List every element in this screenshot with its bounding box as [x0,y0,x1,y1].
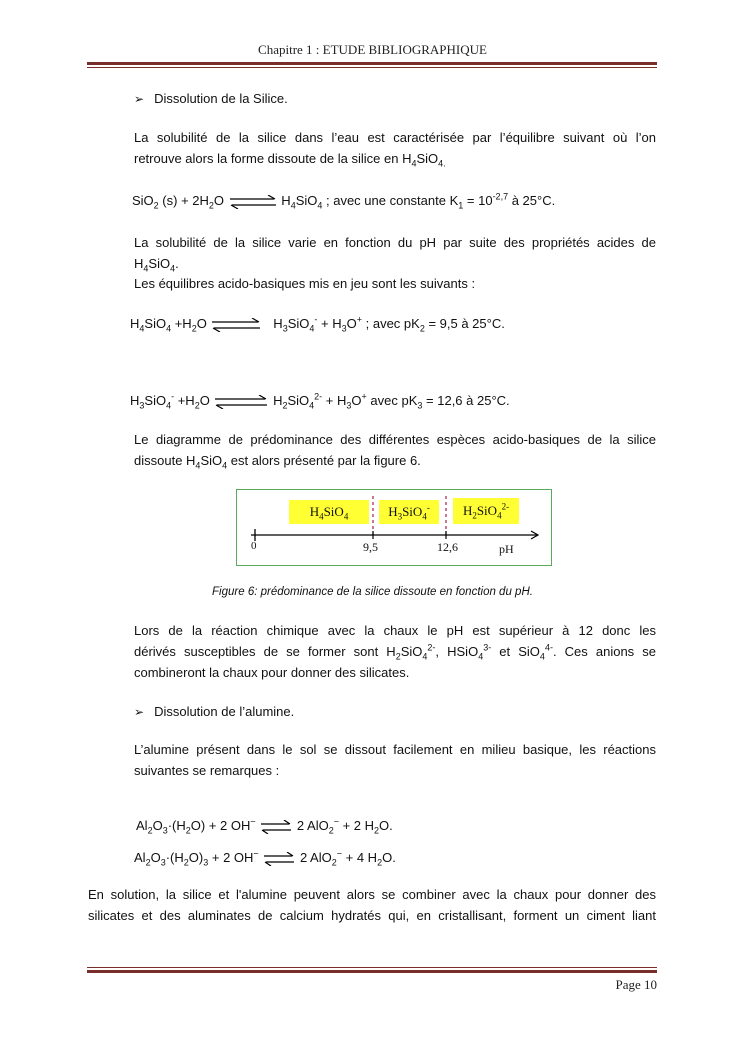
equilibrium-arrow-icon [213,395,269,409]
para-alumina-line2: suivantes se remarques : [134,763,280,778]
para-ph-line2: $H_4SiO_4$. [134,256,179,274]
page-number: Page 10 [615,977,657,992]
page-header-title: Chapitre 1 : ETUDE BIBLIOGRAPHIQUE [258,42,487,57]
equation-alumina-1: $Al_2O_3\cdot(H_2O) + 2$ OH− 2 AlO$_2$− + 2 $H_2O$. [136,816,393,836]
header-rule-thick [87,62,657,65]
para-solubility-line2: retrouve alors la forme dissoute de la silice en $H_4SiO_{4.}$ [134,151,446,169]
species-h2sio4-box: $H_2SiO_4^{2-}$ [453,498,519,524]
para-lime-line3: combineront la chaux pour donner des silicates. [134,665,410,680]
axis-label-ph: pH [499,542,514,556]
equation-acid-base-1: $H_4SiO_4 +H_2O$ $H_3SiO_4^- + H_3O^+$ ; avec $pK_2 = 9,5$ à 25°C. [130,314,505,334]
predominance-diagram [236,489,552,566]
header-rule-thin [87,67,657,68]
equation-silica-dissolution: SiO$_2$ $(s) + 2H_2O$ $H_4SiO_4$ ; avec une constante $K_1 = 10^{-2,7}$ à 25°C. [132,191,556,211]
section-alumina-heading: ➢ Dissolution de l’alumine. [134,704,295,719]
para-diagram-line2: dissoute $H_4SiO_4$ est alors présenté par la figure 6. [134,453,421,471]
bullet-arrow-icon: ➢ [134,92,145,106]
para-alumina-line1: L’alumine présent dans le sol se dissout facilement en milieu basique, les réactions [134,742,656,757]
para-lime-line1: Lors de la réaction chimique avec la chaux le pH est supérieur à 12 donc les [134,623,656,638]
equation-acid-base-2: $H_3SiO_4^- +H_2O$ $H_2SiO_4^{2-} + H_3O^+$ avec $pK_3 = 12,6$ à 25°C. [130,391,510,411]
para-ph-line3: Les équilibres acido-basiques mis en jeu sont les suivants : [134,276,476,291]
footer-rule-thin [87,967,657,968]
equilibrium-arrow-icon [210,318,262,332]
tick-label-12-6: 12,6 [437,540,458,554]
species-h3sio4-box: $H_3SiO_4^-$ [379,500,439,524]
closing-para-line2: silicates et des aluminates de calcium hydratés qui, en cristallisant, forment un ciment liant [88,908,656,923]
figure-caption: Figure 6: prédominance de la silice dissoute en fonction du pH. [212,586,533,598]
para-ph-line1: La solubilité de la silice varie en fonction du pH par suite des propriétés acides de [134,235,656,250]
para-lime-line2: dérivés susceptibles de se former sont $H_2SiO_4^{2-}$, HSiO$_4^{3-}$ et SiO$_4^{4-}$. Ces anions se [134,642,656,662]
closing-para-line1: En solution, la silice et l'alumine peuvent alors se combiner avec la chaux pour donner des [88,887,656,902]
equilibrium-arrow-icon [259,820,293,834]
footer-rule-thick [87,970,657,973]
bullet-arrow-icon: ➢ [134,705,145,719]
section-silica-heading: ➢ Dissolution de la Silice. [134,91,288,106]
tick-label-0: 0 [251,540,257,552]
species-h4sio4-box: $H_4SiO_4$ [289,500,369,524]
equation-alumina-2: $Al_2O_3\cdot(H_2O)_3 + 2$ OH− 2 AlO$_2$− + 4 $H_2O$. [134,848,396,868]
para-diagram-line1: Le diagramme de prédominance des différentes espèces acido-basiques de la silice [134,432,656,447]
equilibrium-arrow-icon [262,852,296,866]
tick-label-9-5: 9,5 [363,540,378,554]
para-solubility-line1: La solubilité de la silice dans l’eau est caractérisée par l’équilibre suivant où l’on [134,130,656,145]
equilibrium-arrow-icon [228,195,278,209]
